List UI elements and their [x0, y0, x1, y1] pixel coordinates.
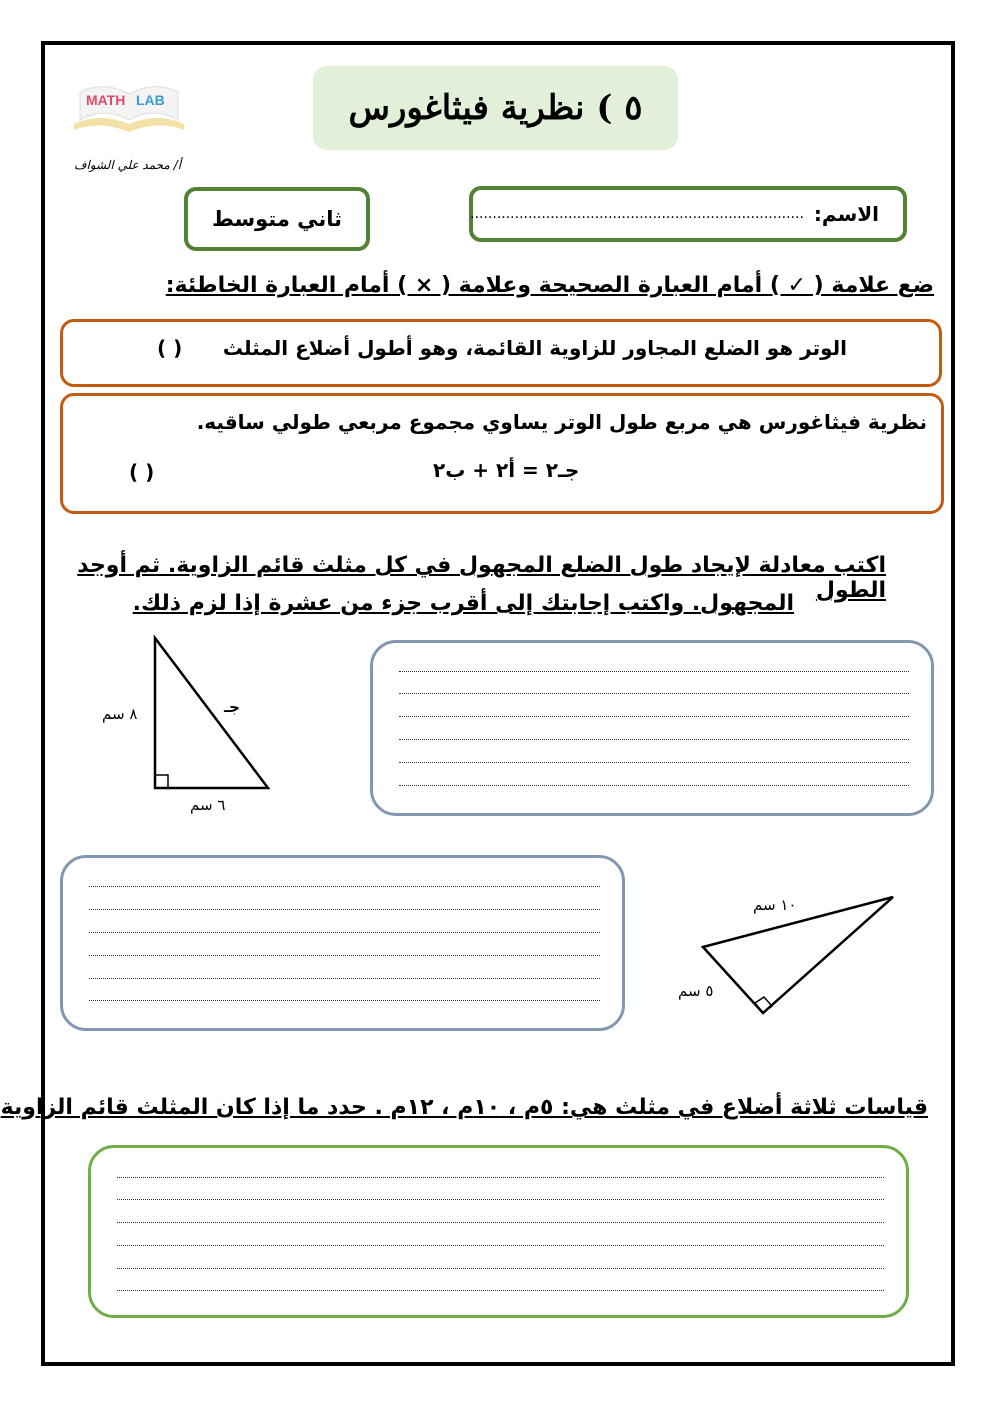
- answer-box-2[interactable]: [60, 855, 625, 1031]
- triangle-2: [703, 897, 893, 1013]
- statement-2-answer[interactable]: ( ): [129, 460, 155, 484]
- svg-text:LAB: LAB: [136, 92, 165, 108]
- answer-box-1[interactable]: [370, 640, 934, 816]
- statement-1-text: الوتر هو الضلع المجاور للزاوية القائمة، وهو أطول أضلاع المثلث: [222, 336, 847, 360]
- page-title: ٥ ) نظرية فيثاغورس: [313, 66, 678, 150]
- answer-box-3[interactable]: [88, 1145, 909, 1318]
- section2-instruction-line1: اكتب معادلة لإيجاد طول الضلع المجهول في كل مثلث قائم الزاوية. ثم أوجد الطول: [77, 553, 886, 603]
- section3-instruction: قياسات ثلاثة أضلاع في مثلث هي: ٥م ، ١٠م ، ١٢م . حدد ما إذا كان المثلث قائم الزاوية: [0, 1095, 928, 1120]
- triangle-1: [155, 638, 268, 788]
- svg-text:MATH: MATH: [86, 92, 126, 108]
- name-blank[interactable]: ...........................................................................: [470, 206, 804, 222]
- grade-box: ثاني متوسط: [184, 187, 370, 251]
- triangle1-horizontal-label: ٦ سم: [190, 796, 226, 814]
- name-label: الاسم:: [813, 202, 879, 226]
- statement-1-answer[interactable]: ( ): [157, 336, 183, 360]
- triangle1-vertical-label: ٨ سم: [102, 705, 138, 723]
- teacher-name: أ/ محمد علي الشواف: [74, 158, 182, 172]
- section1-instruction: ضع علامة ( ✓ ) أمام العبارة الصحيحة وعلامة ( × ) أمام العبارة الخاطئة:: [165, 273, 934, 298]
- section2-instruction-line2: المجهول. واكتب إجابتك إلى أقرب جزء من عشرة إذا لزم ذلك.: [132, 591, 794, 616]
- triangle1-hypotenuse-label: جـ: [224, 698, 240, 716]
- pythagoras-formula: جـ٢ = أ٢ + ب٢: [433, 458, 580, 482]
- triangle2-leg-label: ٥ سم: [678, 982, 714, 1000]
- right-angle-marker: [755, 997, 772, 1013]
- statement-2-text: نظرية فيثاغورس هي مربع طول الوتر يساوي مجموع مربعي طولي ساقيه.: [196, 410, 927, 434]
- triangle2-hypotenuse-label: ١٠ سم: [753, 896, 797, 914]
- right-angle-marker: [155, 775, 168, 788]
